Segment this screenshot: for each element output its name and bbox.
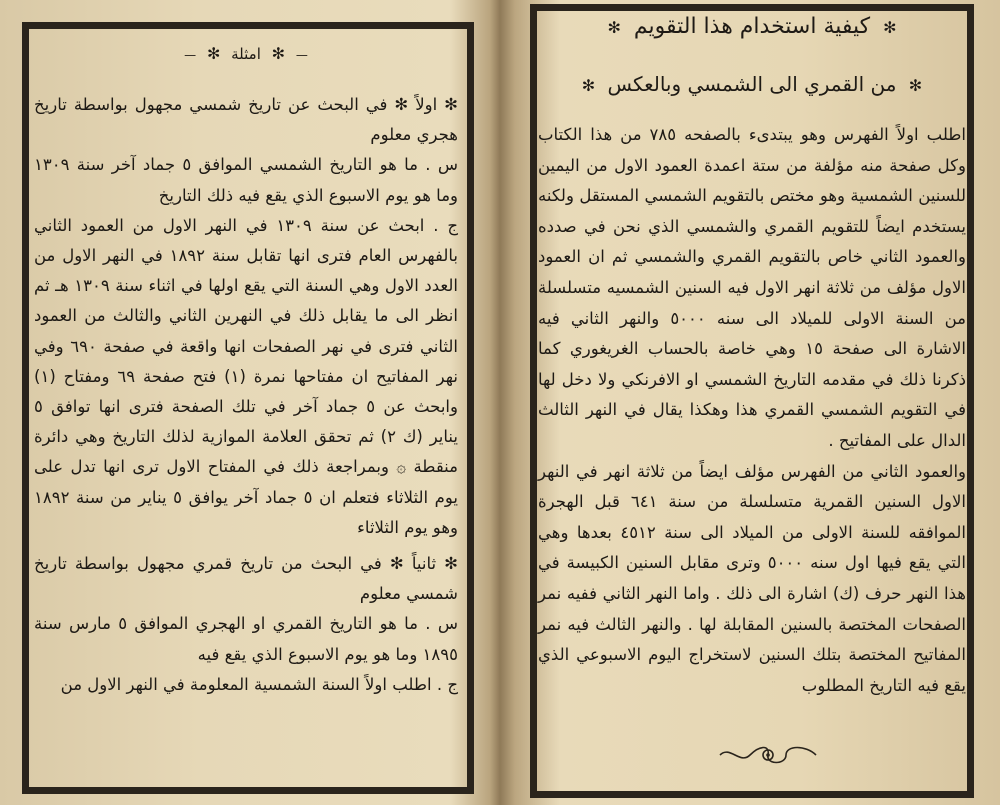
dash-ornament: — xyxy=(295,48,308,62)
paragraph: ✻ اولاً ✻ في البحث عن تاريخ شمسي مجهول بواسطة تاريخ هجري معلوم xyxy=(34,95,458,145)
lunar-to-solar-heading: من القمري الى الشمسي وبالعكس xyxy=(607,72,897,96)
flourish-ornament-icon xyxy=(718,742,818,768)
star-ornament-icon: ✻ xyxy=(271,44,286,63)
right-page xyxy=(508,0,1000,805)
paragraph: ج . ابحث عن سنة ١٣٠٩ في النهر الاول من العمود الثاني بالفهرس العام فترى انها تقابل سنة ١٨٩٢ في النهر الاول من العدد الاول وهي السنة التي يقع اولها في اثناء سنة ١٣٠٩ هـ ثم انظر الى ما يقابل ذلك في النهرين الثاني والثالث من العمود الثاني فترى في نهر الصفحات انها واقعة في صفحة ٦٩٠ وفي نهر المفاتيح ان مفتاحها نمرة (١) فتح صفحة ٦٩ ومفتاح (١) وابحث عن ٥ جماد آخر في تلك الصفحة فترى انها توافق ٥ يناير (ك ٢) ثم تحقق العلامة الموازية لذلك التاريخ وهي دائرة منقطة ۞ وبمراجعة ذلك في المفتاح الاول ترى انها تدل على يوم الثلاثاء فتعلم ان ٥ جماد آخر يوافق ٥ يناير من سنة ١٨٩٢ وهو يوم الثلاثاء xyxy=(34,215,459,537)
left-page-body xyxy=(34,90,458,700)
paragraph: س . ما هو التاريخ الشمسي الموافق ٥ جماد آخر سنة ١٣٠٩ وما هو يوم الاسبوع الذي يقع فيه ذلك التاريخ xyxy=(34,155,458,205)
calendar-usage-heading: كيفية استخدام هذا التقويم xyxy=(633,14,871,39)
right-page-title xyxy=(538,14,966,39)
right-page-body xyxy=(538,120,966,701)
paragraph: اطلب اولاً الفهرس وهو يبتدىء بالصفحه ٧٨٥ من هذا الكتاب وكل صفحة منه مؤلفة من ستة اعمدة العمود الاول من اليمين للسنين الشمسية وهو مختص بالتقويم الشمسي المستقل ولكنه يستخدم ايضاً للتقويم القمري والشمسي الذي نحن في صدده والعمود الثاني خاص بالتقويم القمري والشمسي ثم ان العمود الاول مؤلف من ثلاثة انهر الاول فيه السنين الشمسيه متسلسلة من السنة الاولى للميلاد الى سنه ٥٠٠٠ والنهر الثاني فيه الاشارة الى صفحة ١٥ وهي خاصة بالحساب الغريغوري كما ذكرنا ذلك في مقدمه التاريخ الشمسي او الافرنكي ولا دخل لها في التقويم الشمسي القمري هذا وهكذا يقال في النهر الثالث الدال على المفاتيح . xyxy=(538,125,966,450)
paragraph: والعمود الثاني من الفهرس مؤلف ايضاً من ثلاثة انهر في النهر الاول السنين القمرية متسلسلة من سنة ٦٤١ قبل الهجرة الموافقه للسنة الاولى من الميلاد الى سنة ٤٥١٢ بعدها وهي التي يقع فيها اول سنه ٥٠٠٠ وترى مقابل السنين الكبيسة في هذا النهر حرف (ك) اشارة الى ذلك . واما النهر الثاني ففيه نمر الصفحات المختصة بالسنين المقابلة لها . والنهر الثالث فيه نمر المفاتيح المختصة بتلك السنين لاستخراج اليوم الاسبوعي الذي يقع فيه التاريخ المطلوب xyxy=(538,461,966,695)
ornament-icon: ✻ xyxy=(607,18,621,37)
paragraph: ✻ ثانياً ✻ في البحث من تاريخ قمري مجهول بواسطة تاريخ شمسي معلوم xyxy=(34,554,458,604)
left-page-title xyxy=(34,44,458,63)
examples-heading: امثلة xyxy=(231,45,261,63)
right-page-subtitle xyxy=(538,72,966,96)
paragraph: ج . اطلب اولاً السنة الشمسية المعلومة في النهر الاول من xyxy=(60,674,458,694)
star-ornament-icon: ✻ xyxy=(908,76,923,95)
ornament-icon: ✻ xyxy=(883,18,897,37)
paragraph: س . ما هو التاريخ القمري او الهجري الموافق ٥ مارس سنة ١٨٩٥ وما هو يوم الاسبوع الذي يقع فيه xyxy=(34,614,458,664)
left-page xyxy=(0,0,492,805)
star-ornament-icon: ✻ xyxy=(206,44,221,63)
dash-ornament: — xyxy=(184,48,197,62)
star-ornament-icon: ✻ xyxy=(581,76,596,95)
